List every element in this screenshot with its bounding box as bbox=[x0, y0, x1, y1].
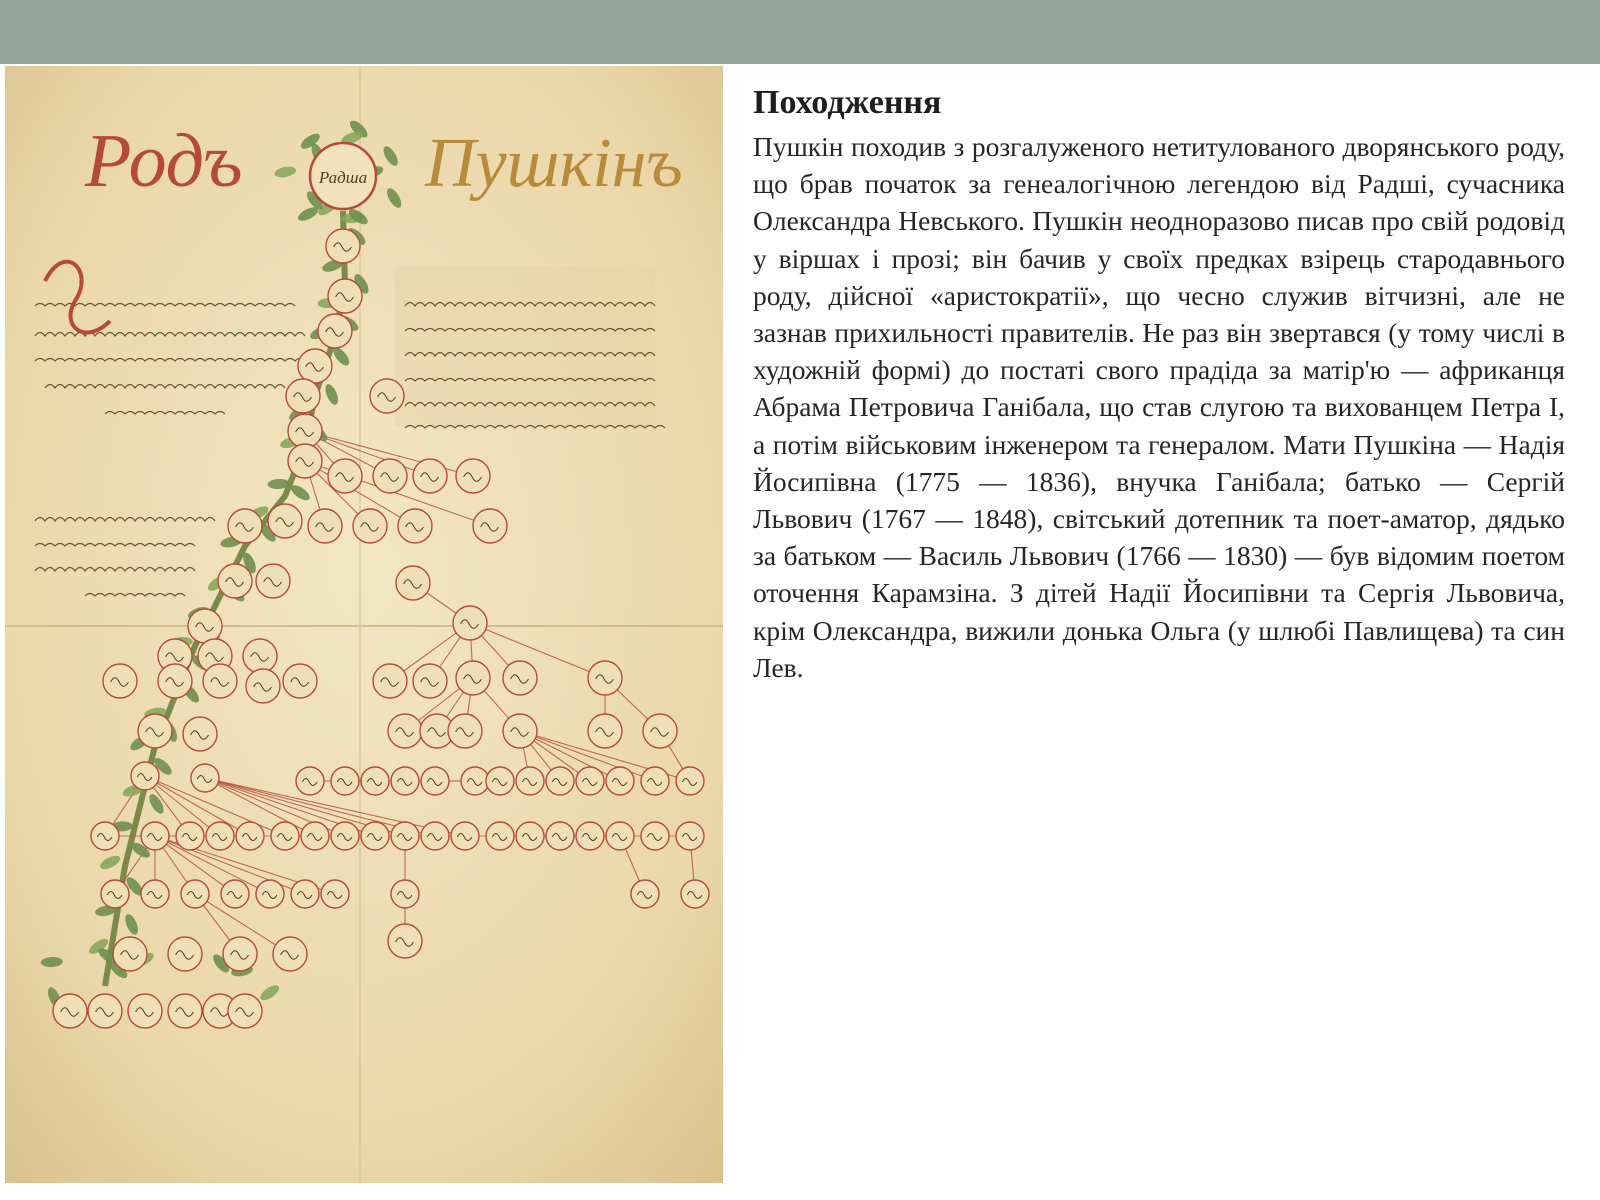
slide-heading: Походження bbox=[753, 84, 942, 121]
manuscript-title-right: Пушкінъ bbox=[425, 125, 683, 202]
root-medallion-label: Радша bbox=[318, 168, 368, 187]
slide-body-text: Пушкін походив з розгалуженого нетитулованого дворянського роду, що брав початок за генеалогічною легендою від Радші, сучасника Олександра Невського. Пушкін неодноразово писав про свій родовід у віршах і прозі; він бачив у своїх предках взірець стародавнього роду, дійсної «аристократії», що чесно служив вітчизні, але не зазнав прихильності правителів. Не раз він звертався (у тому числі в художній формі) до постаті свого прадіда за матір'ю — африканця Абрама Петровича Ганібала, що став слугою та вихованцем Петра I, а потім військовим інженером та генералом. Мати Пушкіна — Надія Йосипівна (1775 — 1836), внучка Ганібала; батько — Сергій Львович (1767 — 1848), світський дотепник та поет-аматор, дядько за батьком — Василь Львович (1766 — 1830) — був відомим поетом оточення Карамзіна. З дітей Надії Йосипівни та Сергія Львовича, крім Олександра, вижили донька Ольга (у шлюбі Павлищева) та син Лев. bbox=[753, 131, 1565, 683]
root-medallion bbox=[310, 143, 376, 209]
family-tree-manuscript-image bbox=[5, 66, 723, 1183]
manuscript-title-left: Родъ bbox=[85, 119, 243, 203]
slide-header-bar bbox=[0, 0, 1600, 64]
text-panel bbox=[753, 80, 1565, 686]
